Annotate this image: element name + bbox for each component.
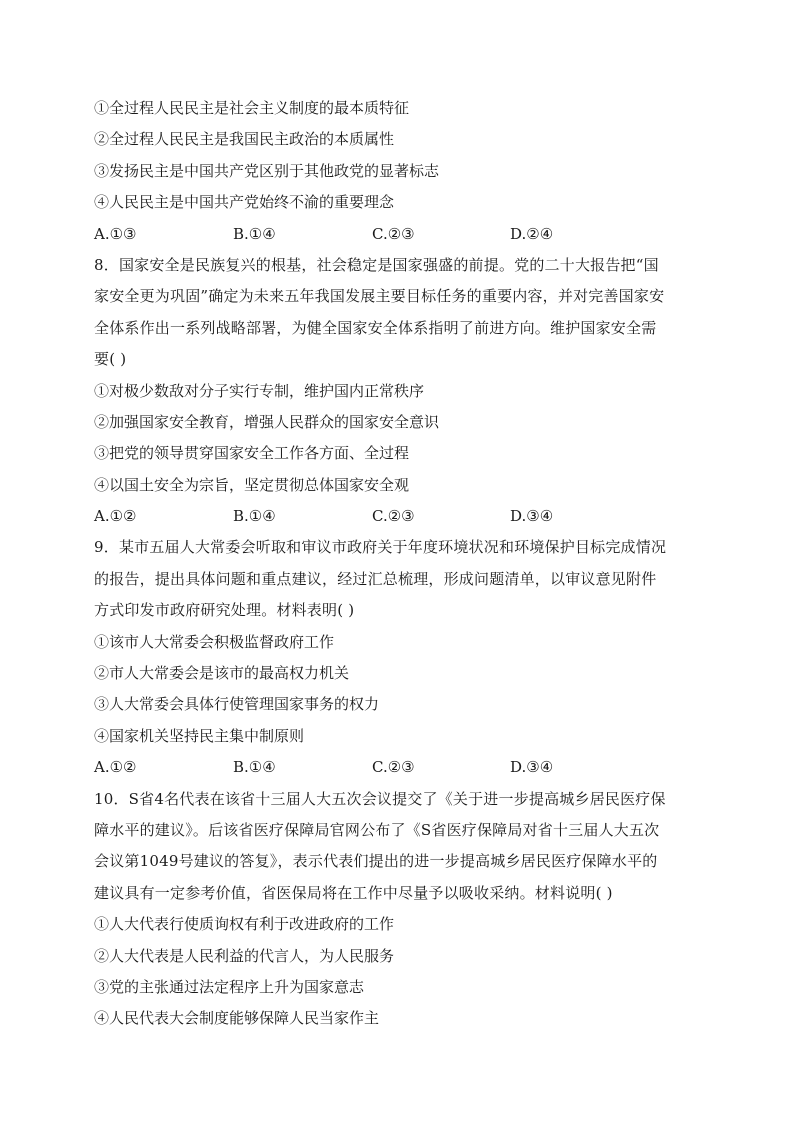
- statement: ③把党的领导贯穿国家安全工作各方面、全过程: [94, 444, 410, 463]
- statement: ②市人大常委会是该市的最高权力机关: [94, 664, 350, 683]
- stem-line: 9．某市五届人大常委会听取和审议市政府关于年度环境状况和环境保护目标完成情况: [94, 538, 667, 557]
- question-stem: [94, 250, 704, 376]
- stem-line: 障水平的建议》。后该省医疗保障局官网公布了《S省医疗保障局对省十三届人大五次: [94, 820, 660, 839]
- question-stem: [94, 532, 704, 626]
- statement: ①全过程人民民主是社会主义制度的最本质特征: [94, 99, 410, 117]
- option-a: A.①③: [94, 224, 137, 243]
- statement: ①该市人大常委会积极监督政府工作: [94, 632, 335, 651]
- option-a: A.①②: [94, 758, 137, 777]
- stem-line: 建议具有一定参考价值，省医保局将在工作中尽量予以吸收采纳。材料说明( ): [94, 883, 613, 902]
- option-b: B.①④: [233, 224, 276, 243]
- stem-line: 会议第1049号建议的答复》，表示代表们提出的进一步提高城乡居民医疗保障水平的: [94, 852, 658, 871]
- option-d: D.③④: [510, 507, 554, 526]
- stem-line: 8．国家安全是民族复兴的根基，社会稳定是国家强盛的前提。党的二十大报告把“国: [94, 255, 659, 274]
- statement: ②人大代表是人民利益的代言人，为人民服务: [94, 946, 395, 965]
- statement: ③发扬民主是中国共产党区别于其他政党的显著标志: [94, 161, 440, 180]
- statement: ②加强国家安全教育，增强人民群众的国家安全意识: [94, 412, 440, 431]
- statement: ④以国土安全为宗旨，坚定贯彻总体国家安全观: [94, 475, 410, 494]
- statement: ③党的主张通过法定程序上升为国家意志: [94, 977, 365, 996]
- statement: ④人民代表大会制度能够保障人民当家作主: [94, 1009, 380, 1028]
- answer-options: [94, 752, 704, 783]
- question-7: [94, 93, 704, 250]
- stem-line: 家安全更为巩固”确定为未来五年我国发展主要目标任务的重要内容，并对完善国家安: [94, 287, 665, 306]
- stem-line: 全体系作出一系列战略部署，为健全国家安全体系指明了前进方向。维护国家安全需: [94, 318, 657, 337]
- answer-options: [94, 501, 704, 532]
- exam-page: [94, 93, 704, 1035]
- option-a: A.①②: [94, 507, 137, 526]
- question-10: [94, 784, 704, 1035]
- answer-options: [94, 219, 704, 250]
- statement: ②全过程人民民主是我国民主政治的本质属性: [94, 130, 395, 149]
- option-c: C.②③: [372, 758, 415, 777]
- stem-line: 10．S省4名代表在该省十三届人大五次会议提交了《关于进一步提高城乡居民医疗保: [94, 789, 666, 808]
- stem-line: 的报告，提出具体问题和重点建议，经过汇总梳理，形成问题清单，以审议意见附件: [94, 569, 657, 588]
- question-9: [94, 532, 704, 783]
- option-c: C.②③: [372, 507, 415, 526]
- option-b: B.①④: [233, 507, 276, 526]
- option-b: B.①④: [233, 758, 276, 777]
- option-d: D.②④: [510, 224, 554, 243]
- statement: ④国家机关坚持民主集中制原则: [94, 726, 305, 745]
- question-stem: [94, 784, 704, 910]
- option-d: D.③④: [510, 758, 554, 777]
- statement: ④人民民主是中国共产党始终不渝的重要理念: [94, 193, 395, 212]
- statement: ①人大代表行使质询权有利于改进政府的工作: [94, 915, 395, 934]
- stem-line: 方式印发市政府研究处理。材料表明( ): [94, 601, 355, 620]
- stem-line: 要( ): [94, 350, 127, 369]
- statement: ③人大常委会具体行使管理国家事务的权力: [94, 695, 380, 714]
- statement: ①对极少数敌对分子实行专制，维护国内正常秩序: [94, 381, 425, 400]
- option-c: C.②③: [372, 224, 415, 243]
- question-8: [94, 250, 704, 533]
